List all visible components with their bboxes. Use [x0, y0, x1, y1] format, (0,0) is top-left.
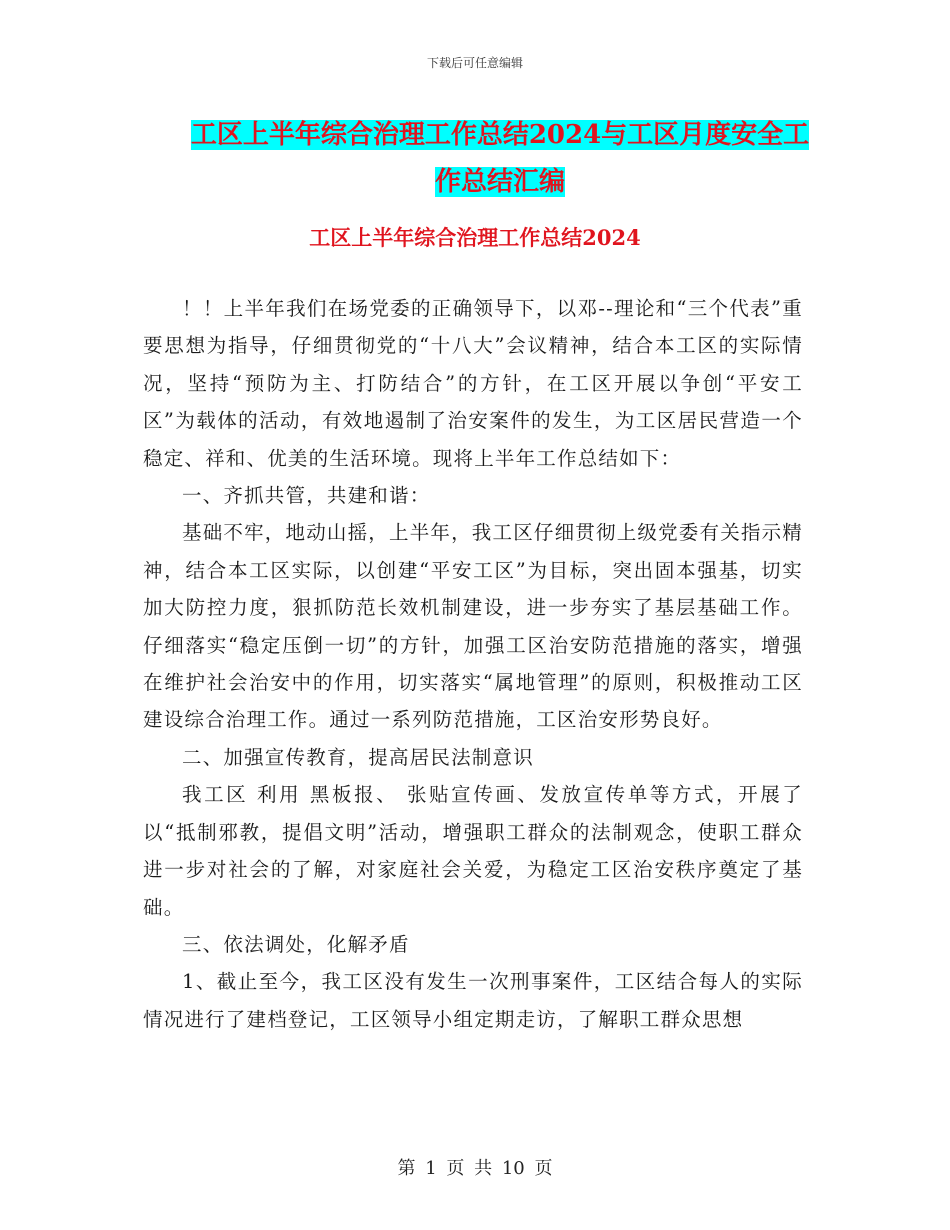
paragraph-intro: ！！上半年我们在场党委的正确领导下，以邓--理论和“三个代表”重要思想为指导，仔细贯彻党的“十八大”会议精神，结合本工区的实际情况，坚持“预防为主、打防结合”的方针，在工区开展以争创“平安工区”为载体的活动，有效地遏制了治安案件的发生，为工区居民营造一个稳定、祥和、优美的生活环境。现将上半年工作总结如下：: [143, 297, 803, 470]
body-text: [143, 290, 803, 1038]
paragraph-3: 1、截止至今，我工区没有发生一次刑事案件，工区结合每人的实际情况进行了建档登记，工区领导小组定期走访，了解职工群众思想: [143, 970, 803, 1031]
document-title-line2: 作总结汇编: [434, 167, 565, 197]
header-note: 下载后可任意编辑: [426, 56, 523, 70]
heading-1: 一、齐抓共管，共建和谐：: [182, 484, 431, 508]
page-footer: 第 1 页 共 10 页: [397, 1158, 553, 1179]
paragraph-1: 基础不牢，地动山摇，上半年，我工区仔细贯彻上级党委有关指示精神，结合本工区实际，以创建“平安工区”为目标，突出固本强基，切实加大防控力度，狠抓防范长效机制建设，进一步夯实了基层基础工作。仔细落实“稳定压倒一切”的方针，加强工区治安防范措施的落实，增强在维护社会治安中的作用，切实落实“属地管理”的原则，积极推动工区建设综合治理工作。通过一系列防范措施，工区治安形势良好。: [143, 521, 804, 732]
heading-3: 三、依法调处，化解矛盾: [182, 932, 410, 956]
document-title-line1: 工区上半年综合治理工作总结2024与工区月度安全工: [190, 120, 810, 150]
heading-2: 二、加强宣传教育，提高居民法制意识: [182, 745, 534, 769]
section-title: 工区上半年综合治理工作总结2024: [309, 225, 641, 250]
paragraph-2: 我工区 利用 黑板报、 张贴宣传画、发放宣传单等方式，开展了以“抵制邪教，提倡文明”活动，增强职工群众的法制观念，使职工群众进一步对社会的了解，对家庭社会关爱，为稳定工区治安秩序奠定了基础。: [143, 783, 803, 919]
document-title: [150, 112, 850, 206]
